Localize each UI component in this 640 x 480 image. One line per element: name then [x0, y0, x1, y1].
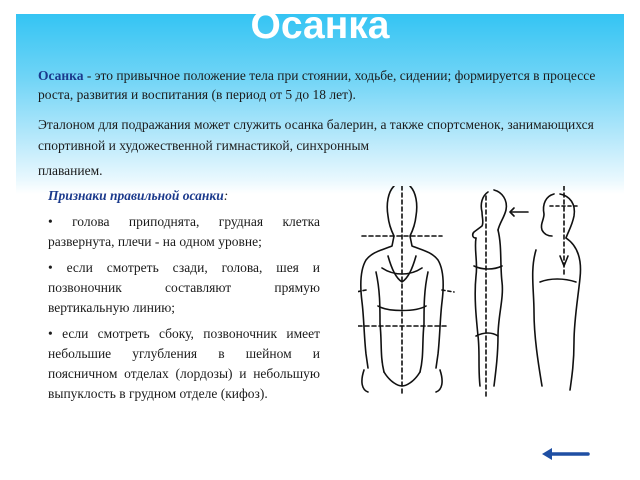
sign-item: • если смотреть сзади, голова, шея и позвоночник составляют прямую вертикальную линию;	[48, 260, 320, 315]
correct-posture-signs	[48, 186, 320, 410]
sign-item: • если смотреть сбоку, позвоночник имеет небольшие углубления в шейном и поясничном отделах (лордозы) и небольшую выпуклость в грудном отделе (кифоз).	[48, 326, 320, 401]
example-paragraph	[38, 114, 608, 181]
sign-item: • голова приподнята, грудная клетка развернута, плечи - на одном уровне;	[48, 214, 320, 249]
definition-term: Осанка	[38, 68, 84, 83]
left-arrow-icon[interactable]	[540, 446, 590, 462]
side-view-figure-2	[510, 186, 580, 390]
definition-paragraph	[38, 66, 598, 104]
signs-heading: Признаки правильной осанки:	[48, 188, 229, 203]
example-line-2: плаванием.	[38, 163, 103, 178]
example-line-1: Эталоном для подражания может служить осанка балерин, а также спортсменок, занимающихся спортивной и художественной гимнастикой, синхронным	[38, 117, 594, 153]
posture-illustration	[358, 186, 596, 420]
back-view-figure	[358, 186, 454, 396]
slide-title: Осанка	[250, 4, 390, 47]
definition-text: - это привычное положение тела при стоянии, ходьбе, сидении; формируется в процессе роста, развития и воспитания (в период от 5 до 18 лет).	[38, 68, 596, 102]
side-view-figure-1	[473, 190, 507, 396]
